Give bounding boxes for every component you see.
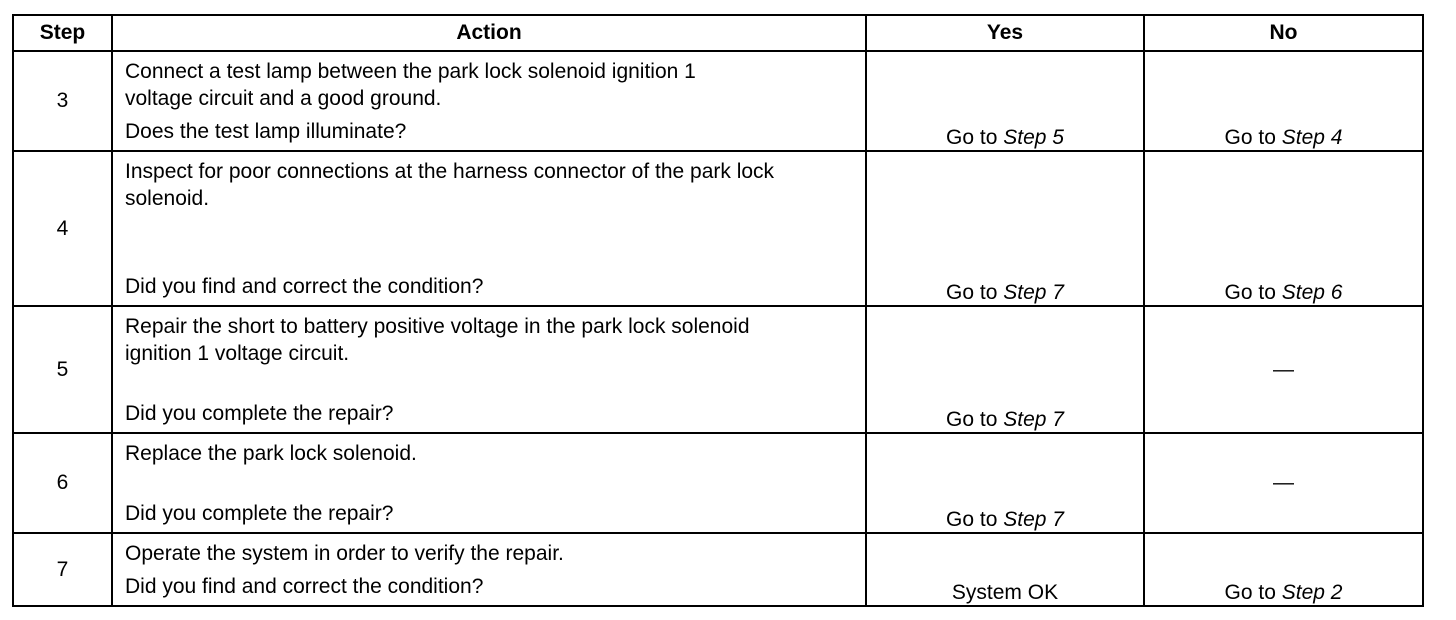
action-cell [112, 51, 866, 151]
no-prefix: Go to [1224, 126, 1282, 149]
action-question: Did you complete the repair? [125, 402, 394, 425]
table-row [13, 533, 1423, 606]
header-action: Action [112, 15, 866, 51]
action-cell [112, 306, 866, 433]
yes-result [866, 433, 1144, 533]
no-result-dash: — [1144, 306, 1423, 433]
yes-prefix: Go to [946, 508, 1004, 531]
step-number: 7 [13, 533, 112, 606]
diagnostic-table [12, 14, 1424, 607]
no-result [1144, 151, 1423, 306]
step-number: 3 [13, 51, 112, 151]
action-instruction: Inspect for poor connections at the harness connector of the park lock solenoid. [125, 160, 775, 210]
yes-result [866, 51, 1144, 151]
action-question: Does the test lamp illuminate? [125, 120, 407, 143]
action-cell [112, 433, 866, 533]
action-instruction: Operate the system in order to verify the repair. [125, 542, 564, 565]
no-prefix: Go to [1224, 581, 1282, 604]
yes-prefix: Go to [946, 126, 1004, 149]
yes-step-ref: Step 7 [1003, 408, 1064, 431]
table-header-row [13, 15, 1423, 51]
table-row [13, 433, 1423, 533]
step-number: 5 [13, 306, 112, 433]
diagnostic-table-container [12, 14, 1422, 607]
header-step: Step [13, 15, 112, 51]
yes-step-ref: Step 5 [1003, 126, 1064, 149]
step-number: 6 [13, 433, 112, 533]
action-question: Did you complete the repair? [125, 502, 394, 525]
no-prefix: Go to [1224, 281, 1282, 304]
no-step-ref: Step 4 [1281, 126, 1343, 149]
action-question: Did you find and correct the condition? [125, 575, 484, 598]
header-yes: Yes [866, 15, 1144, 51]
action-instruction: Connect a test lamp between the park lock solenoid ignition 1 voltage circuit and a good ground. [125, 60, 696, 110]
no-result [1144, 533, 1423, 606]
no-step-ref: Step 6 [1281, 281, 1343, 304]
no-step-ref: Step 2 [1281, 581, 1343, 604]
action-instruction: Repair the short to battery positive voltage in the park lock solenoid ignition 1 voltage circuit. [125, 315, 750, 365]
header-no: No [1144, 15, 1423, 51]
step-number: 4 [13, 151, 112, 306]
table-row [13, 306, 1423, 433]
yes-step-ref: Step 7 [1003, 281, 1064, 304]
action-instruction: Replace the park lock solenoid. [125, 442, 417, 465]
yes-result: System OK [866, 533, 1144, 606]
table-row [13, 151, 1423, 306]
yes-result [866, 151, 1144, 306]
yes-prefix: Go to [946, 281, 1004, 304]
yes-prefix: Go to [946, 408, 1004, 431]
no-result [1144, 51, 1423, 151]
table-row [13, 51, 1423, 151]
yes-step-ref: Step 7 [1003, 508, 1064, 531]
action-cell [112, 533, 866, 606]
action-cell [112, 151, 866, 306]
action-question: Did you find and correct the condition? [125, 275, 484, 298]
no-result-dash: — [1144, 433, 1423, 533]
yes-result [866, 306, 1144, 433]
